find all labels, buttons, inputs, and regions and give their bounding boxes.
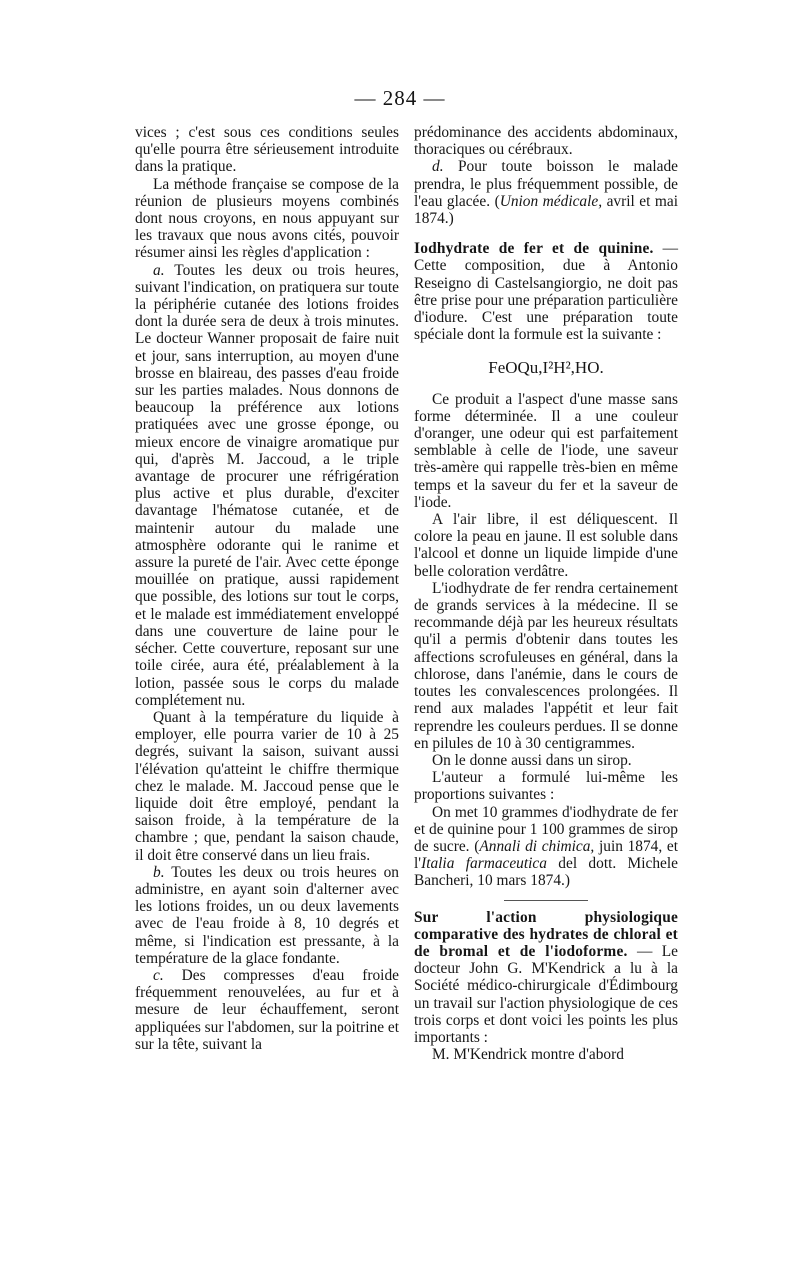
- section-heading: Iodhydrate de fer et de quinine.: [414, 240, 654, 258]
- paragraph: vices ; c'est sous ces conditions seules qu'elle pourra être sérieusement introduite dans la pratique.: [135, 124, 399, 176]
- citation-journal: Union médicale,: [499, 192, 603, 210]
- paragraph-text: Des compresses d'eau froide fréquemment renouvelées, au fur et à mesure de leur échauffement, seront appliquées sur l'abdomen, sur la poitrine et sur la tête, suivant la: [135, 966, 399, 1053]
- paragraph-text: — Cette composition, due à Antonio Reseigno di Castelsangiorgio, ne doit pas être prise pour une préparation particulière d'iodure. C'est une préparation toute spéciale dont la formule est la suivante :: [414, 240, 678, 344]
- paragraph: [135, 967, 399, 1053]
- paragraph-text: — Le docteur John G. M'Kendrick a lu à la Société médico-chirurgicale d'Édimbourg un travail sur l'action physiologique de ces trois corps et dont voici les points les plus importants :: [414, 942, 678, 1046]
- left-column: [135, 124, 399, 1053]
- paragraph: M. M'Kendrick montre d'abord: [432, 1046, 624, 1064]
- citation-text: juin 1874, et l': [414, 837, 679, 873]
- paragraph: [414, 804, 678, 890]
- paragraph: La méthode française se compose de la réunion de plusieurs moyens combinés dont nous croyons, en nous appuyant sur les travaux que nous avons cités, pouvoir résumer ainsi les règles d'application :: [135, 175, 399, 262]
- section-heading: Sur l'action physiologique comparative des hydrates de chloral et de bromal et de l'iodoforme.: [414, 908, 678, 960]
- paragraph: [414, 158, 678, 227]
- list-label: c.: [153, 966, 164, 984]
- paragraph: L'auteur a formulé lui-même les proportions suivantes :: [414, 769, 678, 804]
- list-label: a.: [153, 261, 165, 279]
- citation-open: (: [494, 192, 500, 210]
- page-number: — 284 —: [354, 86, 446, 110]
- paragraph-text: Toutes les deux ou trois heures, suivant l'indication, on pratiquera sur toute la périphérie cutanée des lotions froides dont la durée sera de deux à trois minutes. Le docteur Wanner proposait de faire nuit et jour, sans interruption, au moyen d'une brosse en blaireau, des passes d'eau froide sur les parties malades. Nous donnons de beaucoup la préférence aux lotions pratiquées avec une grosse éponge, ou mieux encore de vinaigre aromatique pur qui, d'après M. Jaccoud, a le triple avantage de procurer une réfrigération plus active et plus durable, d'exciter davantage l'hématose cutanée, et de maintenir autour du malade une atmosphère odorante qui le ranime et assure la pureté de l'air. Avec cette éponge mouillée on pratique, aussi rapidement que possible, des lotions sur tout le corps, et le malade est immédiatement enveloppé dans une couverture de laine pour le sécher. Cette couverture, reposant sur une toile cirée, aura été, préalablement à la lotion, passée sous le corps du malade complétement nu.: [135, 261, 399, 709]
- list-label: b.: [153, 863, 165, 881]
- paragraph: On le donne aussi dans un sirop.: [432, 751, 632, 769]
- citation-journal: Annali di chimica,: [479, 837, 595, 855]
- paragraph: [135, 864, 399, 967]
- paragraph: L'iodhydrate de fer rendra certainement de grands services à la médecine. Il se recommande déjà par les heureux résultats qu'il a permis d'obtenir dans toutes les affections scrofuleuses en général, dans la chlorose, dans l'anémie, dans le cours de toutes les convalescences prolongées. Il rend aux malades l'appétit et leur fait reprendre les couleurs perdues. Il se donne en pilules de 10 à 30 centigrammes.: [414, 579, 678, 752]
- section-divider: [504, 900, 588, 901]
- paragraph: Quant à la température du liquide à employer, elle pourra varier de 10 à 25 degrés, suivant la saison, suivant aussi l'élévation qu'atteint le chiffre thermique chez le malade. M. Jaccoud pense que le liquide doit être employé, pendant la saison froide, à la température de la chambre ; que, pendant la saison chaude, il doit être conservé dans un lieu frais.: [135, 708, 399, 864]
- paragraph-text: On met 10 grammes d'iodhydrate de fer et de quinine pour 1 100 grammes de sirop de sucre.: [414, 803, 678, 855]
- chemical-formula: FeOQu,I²H²,HO.: [488, 358, 604, 378]
- section-iodhydrate: [414, 240, 678, 343]
- citation-open: (: [474, 837, 480, 855]
- paragraph: prédominance des accidents abdominaux, thoraciques ou cérébraux.: [414, 124, 678, 159]
- citation-date: avril et mai 1874.): [414, 192, 678, 228]
- citation-journal: Italia farmaceutica: [421, 855, 547, 873]
- paragraph: [135, 262, 399, 709]
- right-column: [414, 124, 678, 1063]
- paragraph: Ce produit a l'aspect d'une masse sans forme déterminée. Il a une couleur d'oranger, une odeur qui est parfaitement semblable à celle de l'iode, une saveur très-amère qui rappelle très-bien en même temps et la saveur du fer et la saveur de l'iode.: [414, 390, 678, 511]
- section-action-physiologique: [414, 909, 678, 1047]
- paragraph: A l'air libre, il est déliquescent. Il colore la peau en jaune. Il est soluble dans l'alcool et donne un liquide limpide d'une belle coloration verdâtre.: [414, 511, 678, 580]
- paragraph-text: Toutes les deux ou trois heures on administre, en ayant soin d'alterner avec les lotions froides, un ou deux lavements avec de l'eau froide à 8, 10 degrés et même, si l'indication est pressante, à la température de la glace fondante.: [135, 863, 399, 967]
- list-label: d.: [432, 158, 444, 176]
- citation-text: del dott. Michele Bancheri, 10 mars 1874.): [414, 855, 678, 890]
- paragraph-text: Pour toute boisson le malade prendra, le plus fréquemment possible, de l'eau glacée.: [414, 158, 678, 210]
